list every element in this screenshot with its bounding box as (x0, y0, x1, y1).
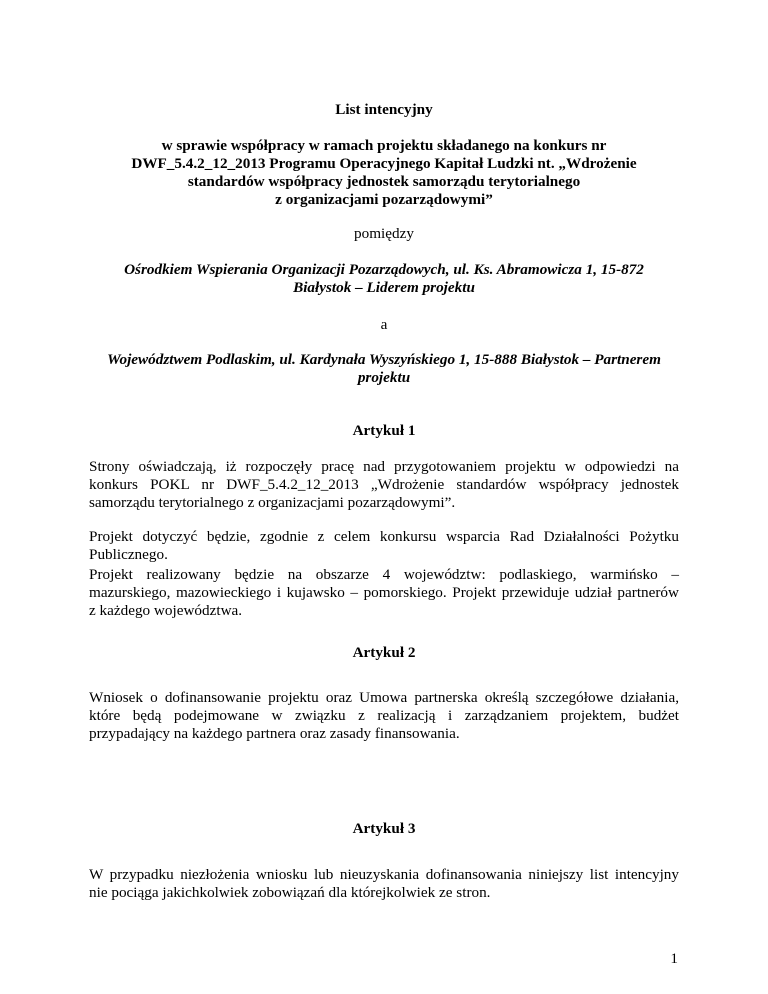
article1-paragraph-2 (89, 528, 679, 564)
article1-paragraph-1 (89, 458, 679, 512)
article1-heading-text: Artykuł 1 (352, 422, 416, 439)
paragraph-line: konkurs POKL nr DWF_5.4.2_12_2013 „Wdrożenie standardów współpracy jednostek (89, 476, 679, 493)
and-text (89, 316, 679, 334)
paragraph-line: Projekt realizowany będzie na obszarze 4 województw: podlaskiego, warmińsko – (89, 566, 679, 583)
page-number: 1 (670, 950, 678, 967)
article3-paragraph (89, 866, 679, 902)
paragraph-line: z każdego województwa. (89, 602, 243, 619)
party2-block (89, 351, 679, 387)
paragraph-line: mazurskiego, mazowieckiego i kujawsko – pomorskiego. Projekt przewiduje udział partnerów (89, 584, 679, 601)
party1-line: Ośrodkiem Wspierania Organizacji Pozarządowych, ul. Ks. Abramowicza 1, 15-872 (124, 261, 644, 278)
article1-heading (89, 422, 679, 440)
between-label: pomiędzy (354, 225, 414, 242)
title-text: List intencyjny (335, 101, 433, 118)
party1-line: Białystok – Liderem projektu (293, 279, 475, 296)
paragraph-line: samorządu terytorialnego z organizacjami pozarządowymi”. (89, 494, 456, 511)
paragraph-line: W przypadku niezłożenia wniosku lub nieuzyskania dofinansowania niniejszy list intencyjny (89, 866, 679, 883)
subject-line: DWF_5.4.2_12_2013 Programu Operacyjnego Kapitał Ludzki nt. „Wdrożenie (131, 155, 637, 172)
party1-block (89, 261, 679, 297)
and-label: a (380, 316, 388, 333)
paragraph-line: Strony oświadczają, iż rozpoczęły pracę nad przygotowaniem projektu w odpowiedzi na (89, 458, 679, 475)
article3-heading (89, 820, 679, 838)
article2-paragraph (89, 689, 679, 743)
between-text (89, 225, 679, 243)
subject-block (89, 137, 679, 209)
article1-paragraph-3 (89, 566, 679, 620)
party2-line: Województwem Podlaskim, ul. Kardynała Wyszyńskiego 1, 15-888 Białystok – Partnerem (107, 351, 661, 368)
paragraph-line: nie pociąga jakichkolwiek zobowiązań dla którejkolwiek ze stron. (89, 884, 491, 901)
article2-heading (89, 644, 679, 662)
subject-line: standardów współpracy jednostek samorządu terytorialnego (187, 173, 581, 190)
paragraph-line: Publicznego. (89, 546, 168, 563)
article2-heading-text: Artykuł 2 (352, 644, 416, 661)
paragraph-line: które będą podejmowane w związku z realizacją i zarządzaniem projektem, budżet (89, 707, 679, 724)
subject-line: z organizacjami pozarządowymi” (275, 191, 493, 208)
paragraph-line: Wniosek o dofinansowanie projektu oraz Umowa partnerska określą szczegółowe działania, (89, 689, 679, 706)
paragraph-line: przypadający na każdego partnera oraz zasady finansowania. (89, 725, 460, 742)
paragraph-line: Projekt dotyczyć będzie, zgodnie z celem konkursu wsparcia Rad Działalności Pożytku (89, 528, 679, 545)
document-title (89, 101, 679, 119)
subject-line: w sprawie współpracy w ramach projektu składanego na konkurs nr (161, 137, 607, 154)
article3-heading-text: Artykuł 3 (352, 820, 416, 837)
party2-line: projektu (357, 369, 411, 386)
